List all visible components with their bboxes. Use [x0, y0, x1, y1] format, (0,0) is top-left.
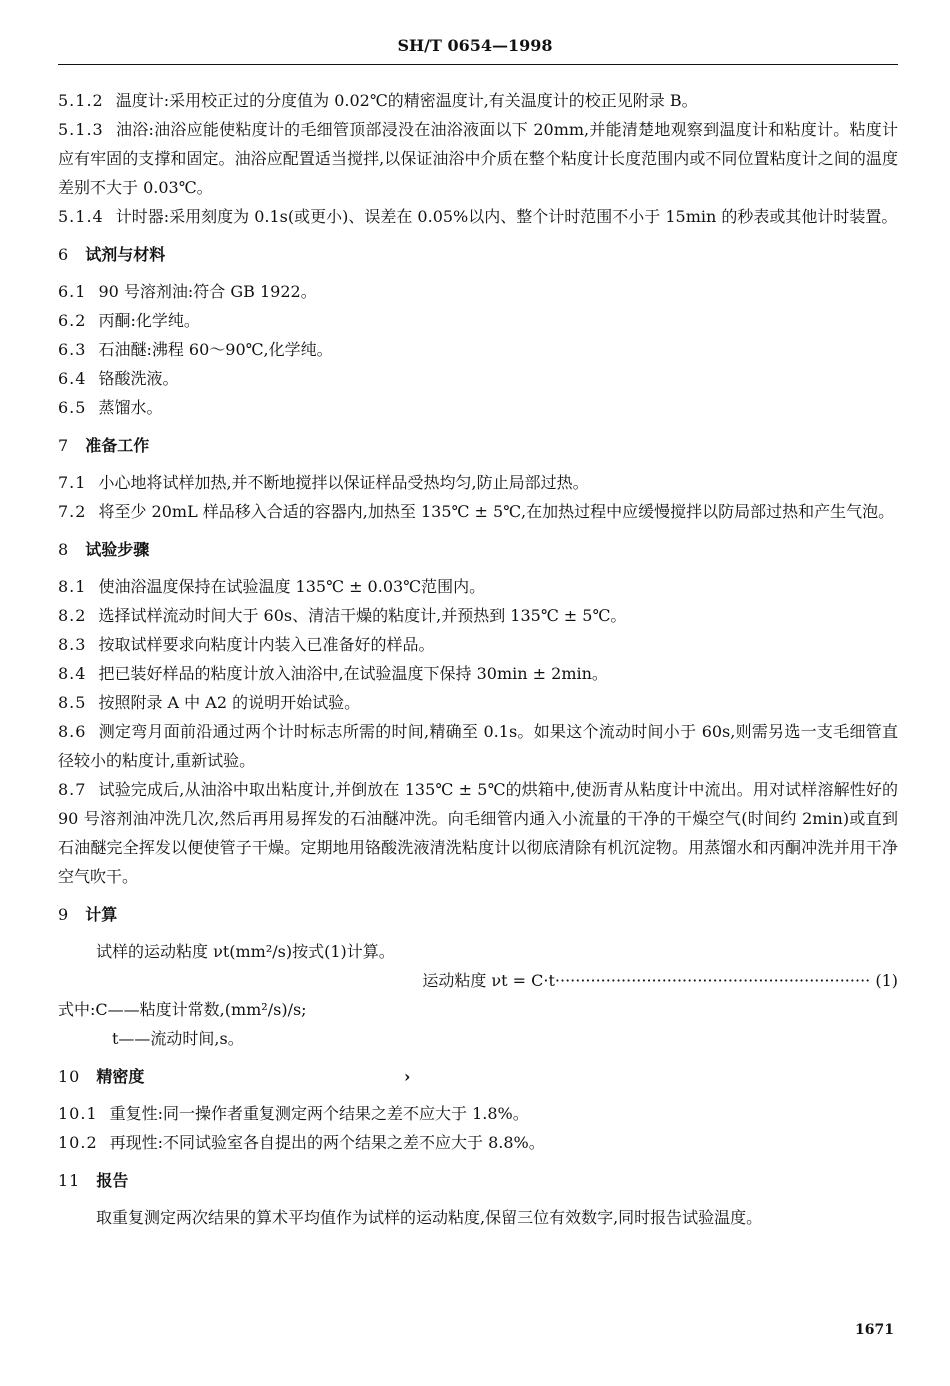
clause-number: 8.7 — [58, 780, 87, 799]
stray-mark: › — [404, 1067, 411, 1086]
clause-8-7 — [58, 775, 898, 891]
clause-text: 油浴:油浴应能使粘度计的毛细管顶部浸没在油浴液面以下 20mm,并能清楚地观察到温度计和粘度计。粘度计应有牢固的支撑和固定。油浴应配置适当搅拌,以保证油浴中介质在整个粘度计长度范围内或不同位置粘度计之间的温度差别不大于 0.03℃。 — [58, 120, 898, 197]
section-heading-6 — [58, 240, 898, 269]
clause-number: 8.2 — [58, 606, 87, 625]
clause-number: 6.1 — [58, 282, 87, 301]
section-title: 报告 — [96, 1171, 129, 1190]
section-number: 11 — [58, 1171, 81, 1190]
formula-legend-c: 式中:C——粘度计常数,(mm²/s)/s; — [58, 1000, 307, 1019]
standard-number-header: SH/T 0654—1998 — [397, 36, 553, 55]
clause-8-5 — [58, 688, 898, 717]
section-heading-10 — [58, 1062, 898, 1091]
clause-6-5 — [58, 393, 898, 422]
section-number: 8 — [58, 540, 70, 559]
section-number: 10 — [58, 1067, 81, 1086]
clause-number: 8.1 — [58, 577, 87, 596]
clause-5-1-4 — [58, 202, 898, 231]
section-title: 准备工作 — [85, 436, 150, 455]
report-paragraph: 取重复测定两次结果的算术平均值作为试样的运动粘度,保留三位有效数字,同时报告试验温度。 — [96, 1208, 763, 1227]
clause-number: 5.1.4 — [58, 207, 104, 226]
section-heading-11 — [58, 1166, 898, 1195]
clause-6-3 — [58, 335, 898, 364]
clause-5-1-2 — [58, 86, 898, 115]
clause-10-1 — [58, 1099, 898, 1128]
page-number: 1671 — [855, 1322, 894, 1338]
clause-number: 7.1 — [58, 473, 87, 492]
clause-6-2 — [58, 306, 898, 335]
clause-8-6 — [58, 717, 898, 775]
section-number: 7 — [58, 436, 70, 455]
clause-text: 选择试样流动时间大于 60s、清洁干燥的粘度计,并预热到 135℃ ± 5℃。 — [98, 606, 627, 625]
clause-text: 铬酸洗液。 — [98, 369, 179, 388]
clause-text: 蒸馏水。 — [98, 398, 163, 417]
clause-text: 再现性:不同试验室各自提出的两个结果之差不应大于 8.8%。 — [109, 1133, 545, 1152]
section-heading-7 — [58, 431, 898, 460]
clause-10-2 — [58, 1128, 898, 1157]
clause-8-4 — [58, 659, 898, 688]
clause-5-1-3 — [58, 115, 898, 202]
document-body — [58, 86, 898, 1232]
clause-8-2 — [58, 601, 898, 630]
clause-text: 将至少 20mL 样品移入合适的容器内,加热至 135℃ ± 5℃,在加热过程中应缓慢搅拌以防局部过热和产生气泡。 — [98, 502, 895, 521]
clause-text: 石油醚:沸程 60～90℃,化学纯。 — [98, 340, 333, 359]
clause-8-3 — [58, 630, 898, 659]
calculation-intro: 试样的运动粘度 νt(mm²/s)按式(1)计算。 — [96, 942, 395, 961]
section-heading-9 — [58, 900, 898, 929]
clause-number: 6.5 — [58, 398, 87, 417]
clause-text: 丙酮:化学纯。 — [98, 311, 200, 330]
viscosity-formula: 运动粘度 νt = C·t······························································ (1) — [422, 971, 898, 990]
clause-text: 把已装好样品的粘度计放入油浴中,在试验温度下保持 30min ± 2min。 — [98, 664, 608, 683]
clause-7-2 — [58, 497, 898, 526]
clause-text: 测定弯月面前沿通过两个计时标志所需的时间,精确至 0.1s。如果这个流动时间小于 60s,则需另选一支毛细管直径较小的粘度计,重新试验。 — [58, 722, 898, 770]
clause-number: 10.1 — [58, 1104, 98, 1123]
clause-text: 使油浴温度保持在试验温度 135℃ ± 0.03℃范围内。 — [98, 577, 486, 596]
clause-text: 按取试样要求向粘度计内装入已准备好的样品。 — [98, 635, 435, 654]
clause-number: 8.6 — [58, 722, 87, 741]
header-rule — [58, 64, 898, 65]
section-title: 计算 — [85, 905, 118, 924]
formula-legend-t: t——流动时间,s。 — [112, 1029, 244, 1048]
clause-number: 5.1.3 — [58, 120, 104, 139]
clause-number: 5.1.2 — [58, 91, 104, 110]
clause-text: 小心地将试样加热,并不断地搅拌以保证样品受热均匀,防止局部过热。 — [98, 473, 589, 492]
clause-6-1 — [58, 277, 898, 306]
section-heading-8 — [58, 535, 898, 564]
clause-text: 重复性:同一操作者重复测定两个结果之差不应大于 1.8%。 — [109, 1104, 529, 1123]
section-number: 9 — [58, 905, 70, 924]
clause-number: 6.2 — [58, 311, 87, 330]
clause-text: 按照附录 A 中 A2 的说明开始试验。 — [98, 693, 361, 712]
clause-number: 6.3 — [58, 340, 87, 359]
clause-text: 温度计:采用校正过的分度值为 0.02℃的精密温度计,有关温度计的校正见附录 B。 — [115, 91, 698, 110]
clause-number: 8.3 — [58, 635, 87, 654]
clause-8-1 — [58, 572, 898, 601]
clause-number: 7.2 — [58, 502, 87, 521]
section-title: 精密度 — [96, 1067, 145, 1086]
clause-text: 试验完成后,从油浴中取出粘度计,并倒放在 135℃ ± 5℃的烘箱中,使沥青从粘度计中流出。用对试样溶解性好的 90 号溶剂油冲洗几次,然后再用易挥发的石油醚冲洗。向毛细管内通入小流量的干净的干燥空气(时间约 2min)或直到石油醚完全挥发以便使管子干燥。定期地用铬酸洗液清洗粘度计以彻底清除有机沉淀物。用蒸馏水和丙酮冲洗并用干净空气吹干。 — [58, 780, 898, 886]
clause-text: 计时器:采用刻度为 0.1s(或更小)、误差在 0.05%以内、整个计时范围不小于 15min 的秒表或其他计时装置。 — [115, 207, 898, 226]
section-title: 试剂与材料 — [85, 245, 166, 264]
clause-number: 10.2 — [58, 1133, 98, 1152]
clause-number: 6.4 — [58, 369, 87, 388]
clause-7-1 — [58, 468, 898, 497]
clause-number: 8.5 — [58, 693, 87, 712]
clause-number: 8.4 — [58, 664, 87, 683]
clause-text: 90 号溶剂油:符合 GB 1922。 — [98, 282, 317, 301]
clause-6-4 — [58, 364, 898, 393]
section-title: 试验步骤 — [85, 540, 150, 559]
section-number: 6 — [58, 245, 70, 264]
